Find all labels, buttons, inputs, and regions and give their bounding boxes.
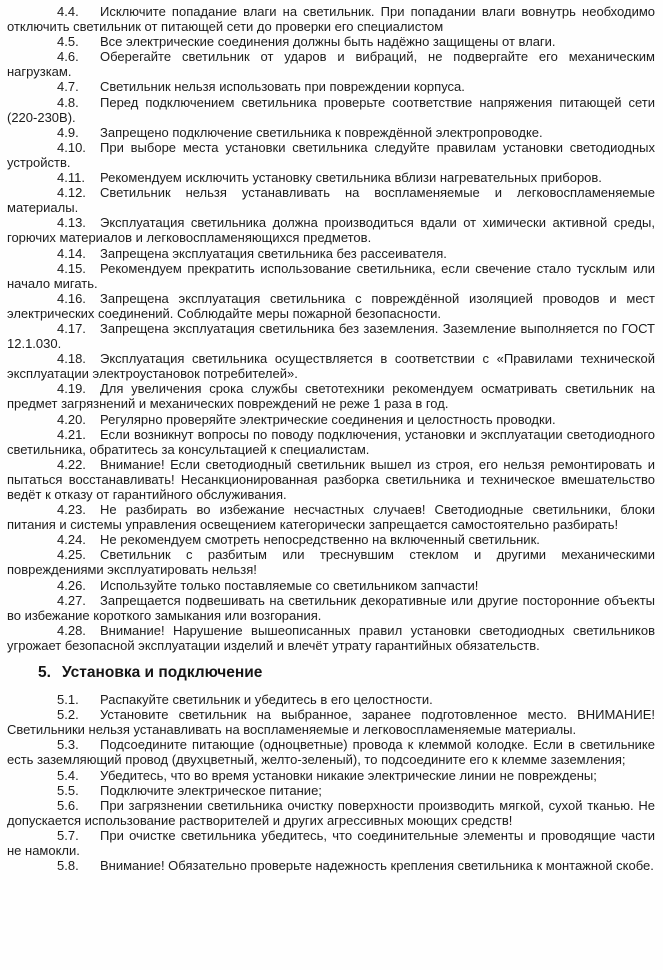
clause-text: Убедитесь, что во время установки никакие электрические линии не повреждены; <box>100 767 597 783</box>
clause-text: Распакуйте светильник и убедитесь в его целостности. <box>100 692 433 708</box>
clause-number: 4.28. <box>57 622 86 638</box>
clause-text: Используйте только поставляемые со светильником запчасти! <box>100 577 479 593</box>
clause-paragraph <box>7 381 655 411</box>
section-5-clauses <box>7 692 655 873</box>
clause-paragraph <box>7 798 655 828</box>
clause-number: 4.25. <box>57 547 86 563</box>
clause-paragraph <box>7 457 655 502</box>
clause-text: Эксплуатация светильника должна производиться вдали от химически активной среды, горючих материалов и легковоспламеняющихся предметов. <box>7 215 655 246</box>
clause-paragraph <box>7 623 655 653</box>
clause-paragraph <box>7 532 655 547</box>
clause-text: Светильник нельзя использовать при повреждении корпуса. <box>100 79 465 95</box>
clause-paragraph <box>7 125 655 140</box>
clause-text: Исключите попадание влаги на светильник. При попадании влаги вовнутрь необходимо отключить светильник от питающей сети до проверки его специалистом <box>7 4 655 35</box>
clause-number: 4.10. <box>57 139 86 155</box>
clause-number: 5.3. <box>57 737 79 753</box>
clause-paragraph <box>7 170 655 185</box>
clause-number: 5.7. <box>57 827 79 843</box>
clause-number: 4.23. <box>57 502 86 518</box>
clause-number: 4.26. <box>57 577 86 593</box>
clause-text: Светильник с разбитым или треснувшим стеклом и другими механическими повреждениями эксплуатировать нельзя! <box>7 547 655 578</box>
clause-text: Подсоедините питающие (одноцветные) провода к клеммой колодке. Если в светильнике есть заземляющий провод (двухцветный, желто-зеленый), то подсоедините его к клемме заземления; <box>7 737 655 768</box>
clause-paragraph <box>7 737 655 767</box>
clause-text: Светильник нельзя устанавливать на воспламеняемые и легковоспламеняемые материалы. <box>7 185 655 216</box>
clause-text: Запрещена эксплуатация светильника с повреждённой изоляцией проводов и мест электрических соединений. Соблюдайте меры пожарной безопасности. <box>7 290 655 321</box>
clause-number: 5.8. <box>57 858 79 874</box>
clause-text: Оберегайте светильник от ударов и вибраций, не подвергайте его механическим нагрузкам. <box>7 49 655 80</box>
clause-paragraph <box>7 692 655 707</box>
clause-number: 4.17. <box>57 320 86 336</box>
clause-number: 4.7. <box>57 79 79 95</box>
clause-paragraph <box>7 593 655 623</box>
section-5-heading <box>7 664 655 682</box>
clause-paragraph <box>7 140 655 170</box>
clause-number: 4.12. <box>57 185 86 201</box>
clause-number: 4.6. <box>57 49 79 65</box>
clause-text: Рекомендуем прекратить использование светильника, если свечение стало тусклым или начало мигать. <box>7 260 655 291</box>
clause-number: 4.9. <box>57 124 79 140</box>
clause-paragraph <box>7 79 655 94</box>
section-5-number: 5. <box>38 664 51 682</box>
clause-paragraph <box>7 215 655 245</box>
clause-text: Внимание! Если светодиодный светильник вышел из строя, его нельзя ремонтировать и пытаться восстанавливать! Несанкционированная разборка светильника и техническое вмешательство ведёт к отказу от гарантийного обслуживания. <box>7 456 655 502</box>
clause-number: 4.27. <box>57 592 86 608</box>
clause-text: Регулярно проверяйте электрические соединения и целостность проводки. <box>100 411 556 427</box>
clause-text: Запрещено подключение светильника к повреждённой электропроводке. <box>100 124 543 140</box>
clause-number: 4.11. <box>57 170 85 186</box>
clause-number: 4.21. <box>57 426 86 442</box>
clause-number: 4.4. <box>57 4 79 19</box>
clause-number: 4.18. <box>57 351 86 367</box>
clause-text: Все электрические соединения должны быть надёжно защищены от влаги. <box>100 34 556 50</box>
clause-number: 4.19. <box>57 381 86 397</box>
clause-number: 5.5. <box>57 782 79 798</box>
clause-number: 4.13. <box>57 215 86 231</box>
clause-paragraph <box>7 49 655 79</box>
section-4-clauses <box>7 4 655 653</box>
clause-paragraph <box>7 246 655 261</box>
clause-text: Запрещается подвешивать на светильник декоративные или другие посторонние объекты во избежание короткого замыкания или возгорания. <box>7 592 655 623</box>
clause-paragraph <box>7 412 655 427</box>
clause-text: Рекомендуем исключить установку светильника вблизи нагревательных приборов. <box>100 170 602 186</box>
clause-paragraph <box>7 502 655 532</box>
clause-text: При очистке светильника убедитесь, что соединительные элементы и проводящие части не намокли. <box>7 827 655 858</box>
clause-text: Не разбирать во избежание несчастных случаев! Светодиодные светильники, блоки питания и системы управления освещением категорически запрещается самостоятельно разбирать! <box>7 502 655 533</box>
clause-text: При загрязнении светильника очистку поверхности производить мягкой, сухой тканью. Не допускается использование растворителей и других агрессивных моющих средств! <box>7 797 655 828</box>
clause-text: При выборе места установки светильника следуйте правилам установки светодиодных устройств. <box>7 139 655 170</box>
clause-text: Не рекомендуем смотреть непосредственно на включенный светильник. <box>100 532 540 548</box>
clause-number: 4.8. <box>57 94 79 110</box>
clause-text: Если возникнут вопросы по поводу подключения, установки и эксплуатации светодиодного светильника, обратитесь за консультацией к специалистам. <box>7 426 655 457</box>
section-5-title: Установка и подключение <box>62 664 263 682</box>
clause-paragraph <box>7 828 655 858</box>
clause-paragraph <box>7 858 655 873</box>
clause-paragraph <box>7 321 655 351</box>
clause-number: 4.20. <box>57 411 86 427</box>
clause-text: Подключите электрическое питание; <box>100 782 322 798</box>
clause-text: Запрещена эксплуатация светильника без рассеивателя. <box>100 245 447 261</box>
clause-text: Эксплуатация светильника осуществляется в соответствии с «Правилами технической эксплуатации электроустановок потребителей». <box>7 351 655 382</box>
clause-paragraph <box>7 185 655 215</box>
clause-text: Установите светильник на выбранное, заранее подготовленное место. ВНИМАНИЕ! Светильники нельзя устанавливать на воспламеняемые и легковоспламеняемые материалы. <box>7 707 655 738</box>
clause-paragraph <box>7 783 655 798</box>
clause-number: 4.16. <box>57 290 86 306</box>
clause-paragraph <box>7 34 655 49</box>
clause-text: Внимание! Нарушение вышеописанных правил установки светодиодных светильников угрожает безопасной эксплуатации изделий и влечёт утрату гарантийных обязательств. <box>7 622 655 653</box>
clause-paragraph <box>7 4 655 34</box>
clause-paragraph <box>7 261 655 291</box>
clause-number: 5.1. <box>57 692 79 708</box>
clause-text: Внимание! Обязательно проверьте надежность крепления светильника к монтажной скобе. <box>100 858 654 874</box>
clause-number: 4.24. <box>57 532 86 548</box>
clause-paragraph <box>7 547 655 577</box>
clause-paragraph <box>7 427 655 457</box>
clause-paragraph <box>7 351 655 381</box>
clause-number: 4.5. <box>57 34 79 50</box>
clause-number: 4.22. <box>57 456 86 472</box>
clause-paragraph <box>7 291 655 321</box>
clause-number: 4.14. <box>57 245 86 261</box>
clause-paragraph <box>7 707 655 737</box>
clause-number: 4.15. <box>57 260 86 276</box>
clause-paragraph <box>7 768 655 783</box>
clause-number: 5.4. <box>57 767 79 783</box>
clause-text: Запрещена эксплуатация светильника без заземления. Заземление выполняется по ГОСТ 12.1.030. <box>7 320 655 352</box>
clause-text: Для увеличения срока службы светотехники рекомендуем осматривать светильник на предмет загрязнений и механических повреждений не реже 1 раза в год. <box>7 381 655 412</box>
clause-paragraph <box>7 95 655 125</box>
clause-number: 5.2. <box>57 707 79 723</box>
clause-paragraph <box>7 578 655 593</box>
clause-text: Перед подключением светильника проверьте соответствие напряжения питающей сети (220-230В). <box>7 94 655 125</box>
clause-number: 5.6. <box>57 797 79 813</box>
